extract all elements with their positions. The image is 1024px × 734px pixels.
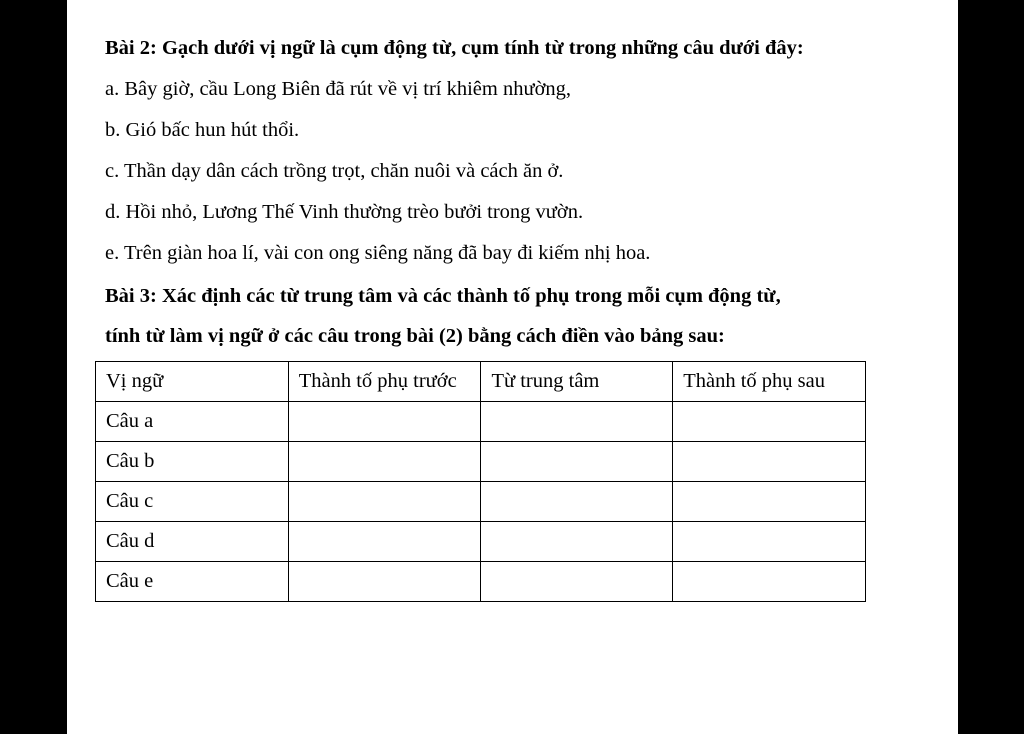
table-row <box>96 482 866 522</box>
header-head-word: Từ trung tâm <box>481 362 673 402</box>
sentence-a: a. Bây giờ, cầu Long Biên đã rút về vị trí khiêm nhường, <box>105 78 572 100</box>
row-label: Câu b <box>96 442 289 482</box>
table-row <box>96 402 866 442</box>
empty-cell <box>481 442 673 482</box>
header-predicate: Vị ngữ <box>96 362 289 402</box>
empty-cell <box>481 482 673 522</box>
exercise-3-title-line1: Bài 3: Xác định các từ trung tâm và các thành tố phụ trong mỗi cụm động từ, <box>105 285 781 307</box>
empty-cell <box>288 562 481 602</box>
empty-cell <box>288 442 481 482</box>
sentence-d: d. Hồi nhỏ, Lương Thế Vinh thường trèo bưởi trong vườn. <box>105 201 584 223</box>
exercise-3-title-line2: tính từ làm vị ngữ ở các câu trong bài (2) bằng cách điền vào bảng sau: <box>105 325 725 347</box>
row-label: Câu d <box>96 522 289 562</box>
empty-cell <box>288 402 481 442</box>
answer-table <box>95 361 866 602</box>
row-label: Câu a <box>96 402 289 442</box>
exercise-2-title: Bài 2: Gạch dưới vị ngữ là cụm động từ, cụm tính từ trong những câu dưới đây: <box>105 37 804 59</box>
empty-cell <box>673 562 866 602</box>
row-label: Câu c <box>96 482 289 522</box>
table-row <box>96 442 866 482</box>
document-page <box>67 0 958 734</box>
sentence-e: e. Trên giàn hoa lí, vài con ong siêng năng đã bay đi kiếm nhị hoa. <box>105 242 651 264</box>
empty-cell <box>673 442 866 482</box>
empty-cell <box>481 402 673 442</box>
sentence-b: b. Gió bấc hun hút thổi. <box>105 119 300 141</box>
table-header-row <box>96 362 866 402</box>
empty-cell <box>288 522 481 562</box>
sentence-c: c. Thần dạy dân cách trồng trọt, chăn nuôi và cách ăn ở. <box>105 160 564 182</box>
empty-cell <box>673 522 866 562</box>
empty-cell <box>673 482 866 522</box>
row-label: Câu e <box>96 562 289 602</box>
table-row <box>96 562 866 602</box>
header-pre-modifier: Thành tố phụ trước <box>288 362 481 402</box>
empty-cell <box>481 522 673 562</box>
empty-cell <box>288 482 481 522</box>
empty-cell <box>481 562 673 602</box>
header-post-modifier: Thành tố phụ sau <box>673 362 866 402</box>
empty-cell <box>673 402 866 442</box>
table-row <box>96 522 866 562</box>
